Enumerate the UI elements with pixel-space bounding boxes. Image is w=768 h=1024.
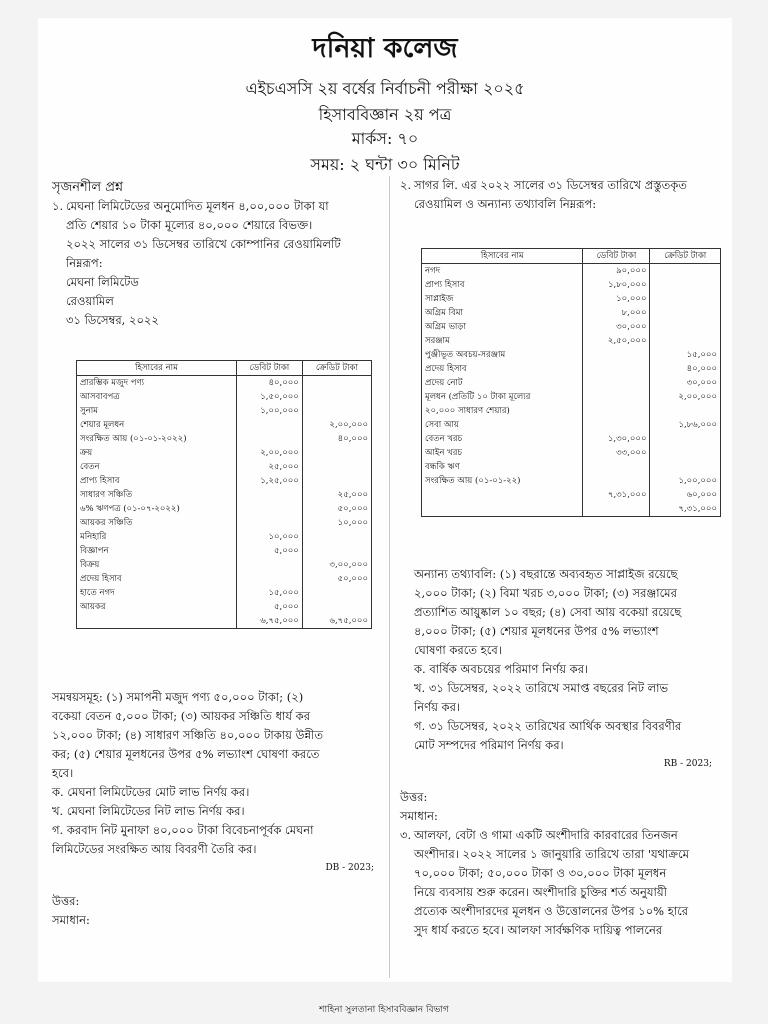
column-header: ডেবিট টাকা: [583, 249, 650, 264]
text-line: প্রত্যাশিত আয়ুষ্কাল ১০ বছর; (৪) সেবা আয় বকেয়া রয়েছে: [414, 605, 682, 619]
debit-cell: ১৫,০০০: [236, 586, 302, 600]
account-name-cell: ক্রয়: [77, 446, 237, 460]
exam-title: এইচএসসি ২য় বর্ষের নির্বাচনী পরীক্ষা ২০২৫: [245, 79, 525, 98]
account-name-cell: প্রাপ্য হিসাব: [77, 474, 237, 488]
question-number: ২.: [400, 178, 412, 192]
account-name-cell: হাতে নগদ: [77, 586, 237, 600]
text-line: সুদ ধার্য করতে হবে। আলফা সার্বক্ষণিক দায়িত্ব পালনের: [414, 923, 663, 937]
credit-cell: [650, 292, 721, 306]
column-header: হিসাবের নাম: [77, 361, 237, 376]
table-row: [422, 446, 721, 460]
table-row: [422, 502, 721, 517]
debit-cell: ২,৫০,০০০: [583, 334, 650, 348]
table-row: [422, 264, 721, 279]
debit-cell: ৬,৭৫,০০০: [236, 614, 302, 629]
text-line: আলফা, বেটা ও গামা একটি অংশীদারি কারবারের তিনজন: [414, 828, 678, 842]
solution-label: সমাধান:: [400, 809, 438, 823]
company-name: মেঘনা লিমিটেড: [66, 275, 139, 289]
question-2: [400, 176, 720, 214]
credit-cell: [302, 530, 371, 544]
debit-cell: ৩০,০০০: [583, 320, 650, 334]
credit-cell: ৬০,০০০: [650, 488, 721, 502]
question-number: ১.: [52, 199, 64, 213]
debit-cell: [583, 348, 650, 362]
account-name-cell: আইন খরচ: [422, 446, 583, 460]
credit-cell: ৩,০০,০০০: [302, 558, 371, 572]
debit-cell: ৯০,০০০: [583, 264, 650, 279]
table-row: [422, 404, 721, 418]
question-1-ka: ক. মেঘনা লিমিটেডের মোট লাভ নির্ণয় কর।: [52, 785, 250, 799]
account-name-cell: সংরক্ষিত আয় (০১-০১-২০২২): [77, 432, 237, 446]
table-row: [77, 376, 372, 391]
debit-cell: [236, 502, 302, 516]
debit-cell: [583, 460, 650, 474]
text-line: খ. ৩১ ডিসেম্বর, ২০২২ তারিখে সমাপ্ত বছরের নিট লাভ: [414, 681, 669, 695]
credit-cell: ২,০০,০০০: [650, 390, 721, 404]
credit-cell: [650, 264, 721, 279]
statement-date: ৩১ ডিসেম্বর, ২০২২: [66, 313, 159, 327]
table-row: [422, 460, 721, 474]
question-number: ৩.: [400, 828, 412, 842]
adjustments-text: [52, 688, 382, 783]
text-line: নিয়ে ব্যবসায় শুরু করেন। অংশীদারি চুক্তির শর্ত অনুযায়ী: [414, 885, 667, 899]
table-row: [422, 320, 721, 334]
account-name-cell: [422, 488, 583, 502]
question-1-text: [52, 197, 382, 273]
text-line: ঘোষণা করতে হবে।: [414, 643, 502, 657]
account-name-cell: প্রাপ্য হিসাব: [422, 278, 583, 292]
table-row: [77, 418, 372, 432]
question-1: [52, 197, 382, 330]
debit-cell: [583, 362, 650, 376]
account-name-cell: প্রদেয় হিসাব: [77, 572, 237, 586]
account-name-cell: সুনাম: [77, 404, 237, 418]
credit-cell: [302, 446, 371, 460]
credit-cell: [650, 446, 721, 460]
question-2-ka: ক. বার্ষিক অবচয়ের পরিমাণ নির্ণয় কর।: [414, 662, 589, 676]
credit-cell: [302, 376, 371, 391]
text-line: কর; (৫) শেয়ার মূলধনের উপর ৫% লভ্যাংশ ঘোষণা করতে: [52, 747, 320, 761]
account-name-cell: অগ্রিম বিমা: [422, 306, 583, 320]
text-line: সমন্বয়সমূহ: (১) সমাপনী মজুদ পণ্য ৫০,০০০ টাকা; (২): [52, 690, 304, 704]
table-row: [422, 292, 721, 306]
credit-cell: ১,৮৬,০০০: [650, 418, 721, 432]
account-name-cell: ৬% ঋণপত্র (০১-০৭-২০২২): [77, 502, 237, 516]
credit-cell: ৫০,০০০: [302, 572, 371, 586]
answer-label: উত্তর:: [52, 894, 80, 908]
credit-cell: [650, 320, 721, 334]
debit-cell: ৫,০০০: [236, 544, 302, 558]
debit-cell: [583, 502, 650, 517]
question-2-kha: [400, 679, 720, 717]
table-row: [77, 404, 372, 418]
account-name-cell: সেবা আয়: [422, 418, 583, 432]
table-row: [422, 474, 721, 488]
debit-cell: ১,৩০,০০০: [583, 432, 650, 446]
account-name-cell: [77, 614, 237, 629]
text-line: হবে।: [52, 766, 74, 780]
section-title: সৃজনশীল প্রশ্ন: [52, 180, 124, 195]
account-name-cell: প্রদেয় হিসাব: [422, 362, 583, 376]
debit-cell: [236, 572, 302, 586]
account-name-cell: বন্ধকি ঋণ: [422, 460, 583, 474]
account-name-cell: বিজ্ঞাপন: [77, 544, 237, 558]
account-name-cell: [422, 502, 583, 517]
text-line: মেঘনা লিমিটেডের অনুমোদিত মূলধন ৪,০০,০০০ টাকা যা: [66, 199, 329, 213]
table-row: [77, 502, 372, 516]
statement-name: রেওয়ামিল: [66, 294, 114, 308]
column-header: হিসাবের নাম: [422, 249, 583, 264]
credit-cell: ২৫,০০০: [302, 488, 371, 502]
text-line: অন্যান্য তথ্যাবলি: (১) বছরান্তে অব্যবহৃত সাপ্লাইজ রয়েছে: [414, 567, 678, 581]
text-line: প্রত্যেক অংশীদারদের মূলধন ও উত্তোলনের উপর ১০% হারে: [414, 904, 689, 918]
table-row: [77, 600, 372, 614]
subject-title: হিসাববিজ্ঞান ২য় পত্র: [318, 105, 452, 124]
debit-cell: [583, 474, 650, 488]
trial-balance-table-2: [421, 248, 721, 517]
credit-cell: ৫০,০০০: [302, 502, 371, 516]
table-row: [422, 418, 721, 432]
credit-cell: ১,০০,০০০: [650, 474, 721, 488]
credit-cell: ৩০,০০০: [650, 376, 721, 390]
column-divider: [389, 176, 390, 978]
debit-cell: ৮,০০০: [583, 306, 650, 320]
account-name-cell: প্রারম্ভিক মজুদ পণ্য: [77, 376, 237, 391]
credit-cell: [650, 460, 721, 474]
debit-cell: [236, 558, 302, 572]
column-header: ডেবিট টাকা: [236, 361, 302, 376]
credit-cell: ৪০,০০০: [650, 362, 721, 376]
credit-cell: ১৫,০০০: [650, 348, 721, 362]
table-header-row: [77, 361, 372, 376]
table-row: [422, 306, 721, 320]
table-row: [77, 516, 372, 530]
table-row: [77, 544, 372, 558]
credit-cell: [302, 404, 371, 418]
marks-line: মার্কস: ৭০: [351, 129, 419, 148]
credit-cell: ১০,০০০: [302, 516, 371, 530]
account-name-cell: অগ্রিম ভাড়া: [422, 320, 583, 334]
credit-cell: ২,০০,০০০: [302, 418, 371, 432]
text-line: লিমিটেডের সংরক্ষিত আয় বিবরণী তৈরি কর।: [52, 842, 257, 856]
debit-cell: ১,৫০,০০০: [236, 390, 302, 404]
credit-cell: [302, 390, 371, 404]
account-name-cell: ২০,০০০ সাধারণ শেয়ার): [422, 404, 583, 418]
text-line: ২,০০০ টাকা; (২) বিমা খরচ ৩,০০০ টাকা; (৩) সরঞ্জামের: [414, 586, 677, 600]
table-row: [422, 362, 721, 376]
text-line: গ. ৩১ ডিসেম্বর, ২০২২ তারিখের আর্থিক অবস্থার বিবরণীর: [414, 719, 682, 733]
question-1-ga: [52, 821, 382, 859]
account-name-cell: বেতন: [77, 460, 237, 474]
account-name-cell: শেয়ার মূলধন: [77, 418, 237, 432]
solution-label: সমাধান:: [52, 913, 90, 927]
debit-cell: [236, 516, 302, 530]
table-row: [77, 614, 372, 629]
table-row: [77, 432, 372, 446]
debit-cell: [583, 418, 650, 432]
college-name: দনিয়া কলেজ: [312, 33, 458, 64]
debit-cell: ২,০০,০০০: [236, 446, 302, 460]
left-column: [52, 178, 382, 330]
credit-cell: [302, 474, 371, 488]
text-line: মোট সম্পদের পরিমাণ নির্ণয় কর।: [414, 738, 564, 752]
table-row: [77, 474, 372, 488]
left-questions: [52, 688, 382, 930]
trial-balance-table-1: [76, 360, 372, 629]
text-line: ১২,০০০ টাকা; (৪) সাধারণ সঞ্চিতি ৪০,০০০ টাকায় উন্নীত: [52, 728, 323, 742]
table-row: [77, 586, 372, 600]
account-name-cell: প্রদেয় নোট: [422, 376, 583, 390]
debit-cell: [583, 404, 650, 418]
debit-cell: [236, 432, 302, 446]
account-name-cell: সাপ্লাইজ: [422, 292, 583, 306]
table-row: [422, 432, 721, 446]
text-line: প্রতি শেয়ার ১০ টাকা মূল্যের ৪০,০০০ শেয়ারে বিভক্ত।: [66, 218, 313, 232]
table-row: [77, 558, 372, 572]
table-row: [77, 530, 372, 544]
question-2-ga: [400, 717, 720, 755]
debit-cell: ৭,৩১,০০০: [583, 488, 650, 502]
other-info-text: [400, 565, 720, 660]
account-name-cell: সাধারণ সঞ্চিতি: [77, 488, 237, 502]
account-name-cell: আসবাবপত্র: [77, 390, 237, 404]
debit-cell: [236, 488, 302, 502]
column-header: ক্রেডিট টাকা: [650, 249, 721, 264]
credit-cell: ৭,৩১,০০০: [650, 502, 721, 517]
text-line: গ. করবাদ নিট মুনাফা ৪০,০০০ টাকা বিবেচনাপূর্বক মেঘনা: [52, 823, 314, 837]
credit-cell: [302, 600, 371, 614]
credit-cell: [302, 586, 371, 600]
text-line: ৭০,০০০ টাকা; ৫০,০০০ টাকা ও ৩০,০০০ টাকা মূলধন: [414, 866, 667, 880]
account-name-cell: বিক্রয়: [77, 558, 237, 572]
right-questions: [400, 565, 720, 940]
credit-cell: ৪০,০০০: [302, 432, 371, 446]
board-tag: RB - 2023;: [663, 759, 712, 769]
credit-cell: [650, 334, 721, 348]
credit-cell: [302, 460, 371, 474]
debit-cell: [583, 376, 650, 390]
column-header: ক্রেডিট টাকা: [302, 361, 371, 376]
account-name-cell: আয়কর: [77, 600, 237, 614]
table-row: [422, 488, 721, 502]
debit-cell: ২৫,০০০: [236, 460, 302, 474]
account-name-cell: আয়কর সঞ্চিতি: [77, 516, 237, 530]
debit-cell: ৪০,০০০: [236, 376, 302, 391]
credit-cell: [650, 278, 721, 292]
debit-cell: ১০,০০০: [583, 292, 650, 306]
credit-cell: [650, 404, 721, 418]
table-row: [422, 334, 721, 348]
debit-cell: ১০,০০০: [236, 530, 302, 544]
debit-cell: ১,৮০,০০০: [583, 278, 650, 292]
text-line: রেওয়ামিল ও অন্যান্য তথ্যাবলি নিম্নরূপ:: [414, 197, 597, 211]
debit-cell: ৫,০০০: [236, 600, 302, 614]
question-1-kha: খ. মেঘনা লিমিটেডের নিট লাভ নির্ণয় কর।: [52, 804, 245, 818]
credit-cell: ৬,৭৫,০০০: [302, 614, 371, 629]
account-name-cell: নগদ: [422, 264, 583, 279]
credit-cell: [650, 306, 721, 320]
account-name-cell: সরঞ্জাম: [422, 334, 583, 348]
text-line: ২০২২ সালের ৩১ ডিসেম্বর তারিখে কোম্পানির রেওয়ামিলটি: [66, 237, 341, 251]
question-2-text: [400, 176, 720, 214]
time-line: সময়: ২ ঘন্টা ৩০ মিনিট: [310, 155, 460, 174]
debit-cell: [236, 418, 302, 432]
credit-cell: [302, 544, 371, 558]
question-3: [400, 826, 720, 940]
account-name-cell: পুঞ্জীভূত অবচয়-সরঞ্জাম: [422, 348, 583, 362]
table-row: [422, 390, 721, 404]
credit-cell: [650, 432, 721, 446]
answer-label: উত্তর:: [400, 790, 428, 804]
table-row: [422, 376, 721, 390]
account-name-cell: মনিহারি: [77, 530, 237, 544]
account-name-cell: মূলধন (প্রতিটি ১০ টাকা মূল্যের: [422, 390, 583, 404]
table-row: [77, 446, 372, 460]
debit-cell: ৩৩,০০০: [583, 446, 650, 460]
question-3-text: [400, 826, 720, 940]
debit-cell: ১,২৫,০০০: [236, 474, 302, 488]
account-name-cell: বেতন খরচ: [422, 432, 583, 446]
table-row: [422, 278, 721, 292]
table-header-row: [422, 249, 721, 264]
table-row: [77, 460, 372, 474]
text-line: সাগর লি. এর ২০২২ সালের ৩১ ডিসেম্বর তারিখে প্রস্তুতকৃত: [414, 178, 687, 192]
table-row: [77, 488, 372, 502]
board-tag: DB - 2023;: [325, 863, 374, 873]
debit-cell: [583, 390, 650, 404]
account-name-cell: সংরক্ষিত আয় (০১-০১-২২): [422, 474, 583, 488]
text-line: ৪,০০০ টাকা; (৫) শেয়ার মূলধনের উপর ৫% লভ্যাংশ: [414, 624, 659, 638]
text-line: নিম্নরূপ:: [66, 256, 103, 270]
text-line: নির্ণয় কর।: [414, 700, 461, 714]
debit-cell: ১,০০,০০০: [236, 404, 302, 418]
exam-page: [38, 18, 732, 982]
footer-text: শাহিনা সুলতানা হিসাববিজ্ঞান বিভাগ: [319, 1005, 449, 1015]
table-row: [77, 390, 372, 404]
table-row: [77, 572, 372, 586]
text-line: অংশীদার। ২০২২ সালের ১ জানুয়ারি তারিখে তারা 'যথাক্রমে: [414, 847, 690, 861]
text-line: বকেয়া বেতন ৫,০০০ টাকা; (৩) আয়কর সঞ্চিতি ধার্য কর: [52, 709, 311, 723]
table-row: [422, 348, 721, 362]
